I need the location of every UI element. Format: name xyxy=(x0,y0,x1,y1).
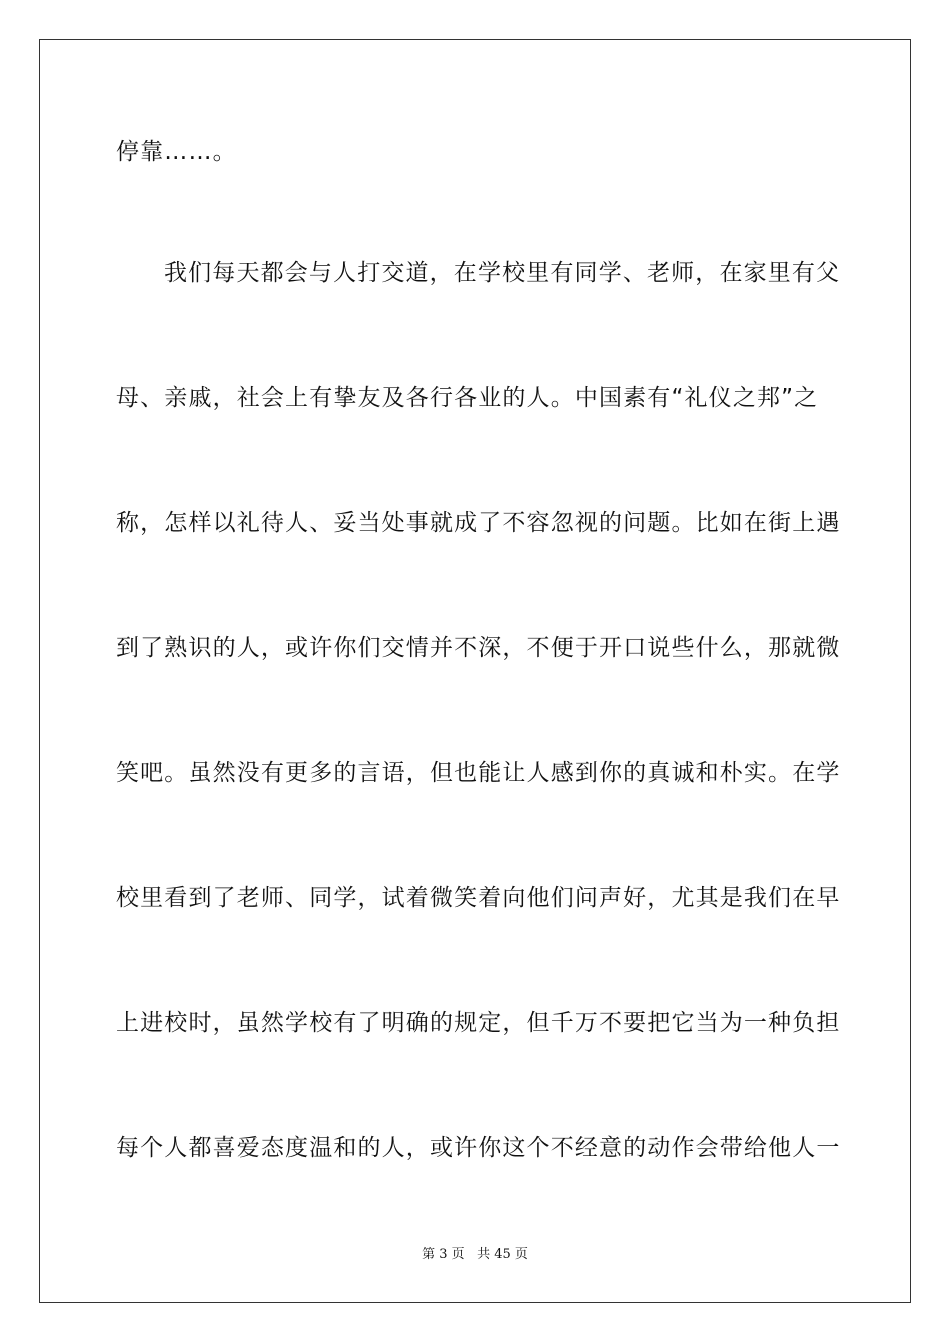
text-line: 每个人都喜爱态度温和的人，或许你这个不经意的动作会带给他人一 xyxy=(116,1135,841,1161)
total-pages: 共 45 页 xyxy=(477,1247,528,1262)
page-footer xyxy=(0,1246,950,1264)
paragraph-first-line: 我们每天都会与人打交道，在学校里有同学、老师，在家里有父 xyxy=(164,260,841,286)
text-line: 笑吧。虽然没有更多的言语，但也能让人感到你的真诚和朴实。在学 xyxy=(116,760,841,786)
text-line: 上进校时，虽然学校有了明确的规定，但千万不要把它当为一种负担 xyxy=(116,1010,841,1036)
page-number: 第 3 页 xyxy=(422,1247,465,1262)
text-line: 到了熟识的人，或许你们交情并不深，不便于开口说些什么，那就微 xyxy=(116,635,841,661)
text-line: 母、亲戚，社会上有挚友及各行各业的人。中国素有“礼仪之邦”之 xyxy=(116,385,819,411)
text-line: 校里看到了老师、同学，试着微笑着向他们问声好，尤其是我们在早 xyxy=(116,885,841,911)
page-border xyxy=(39,39,911,1303)
text-line: 停靠……。 xyxy=(116,139,237,165)
text-line: 称，怎样以礼待人、妥当处事就成了不容忽视的问题。比如在街上遇 xyxy=(116,510,841,536)
